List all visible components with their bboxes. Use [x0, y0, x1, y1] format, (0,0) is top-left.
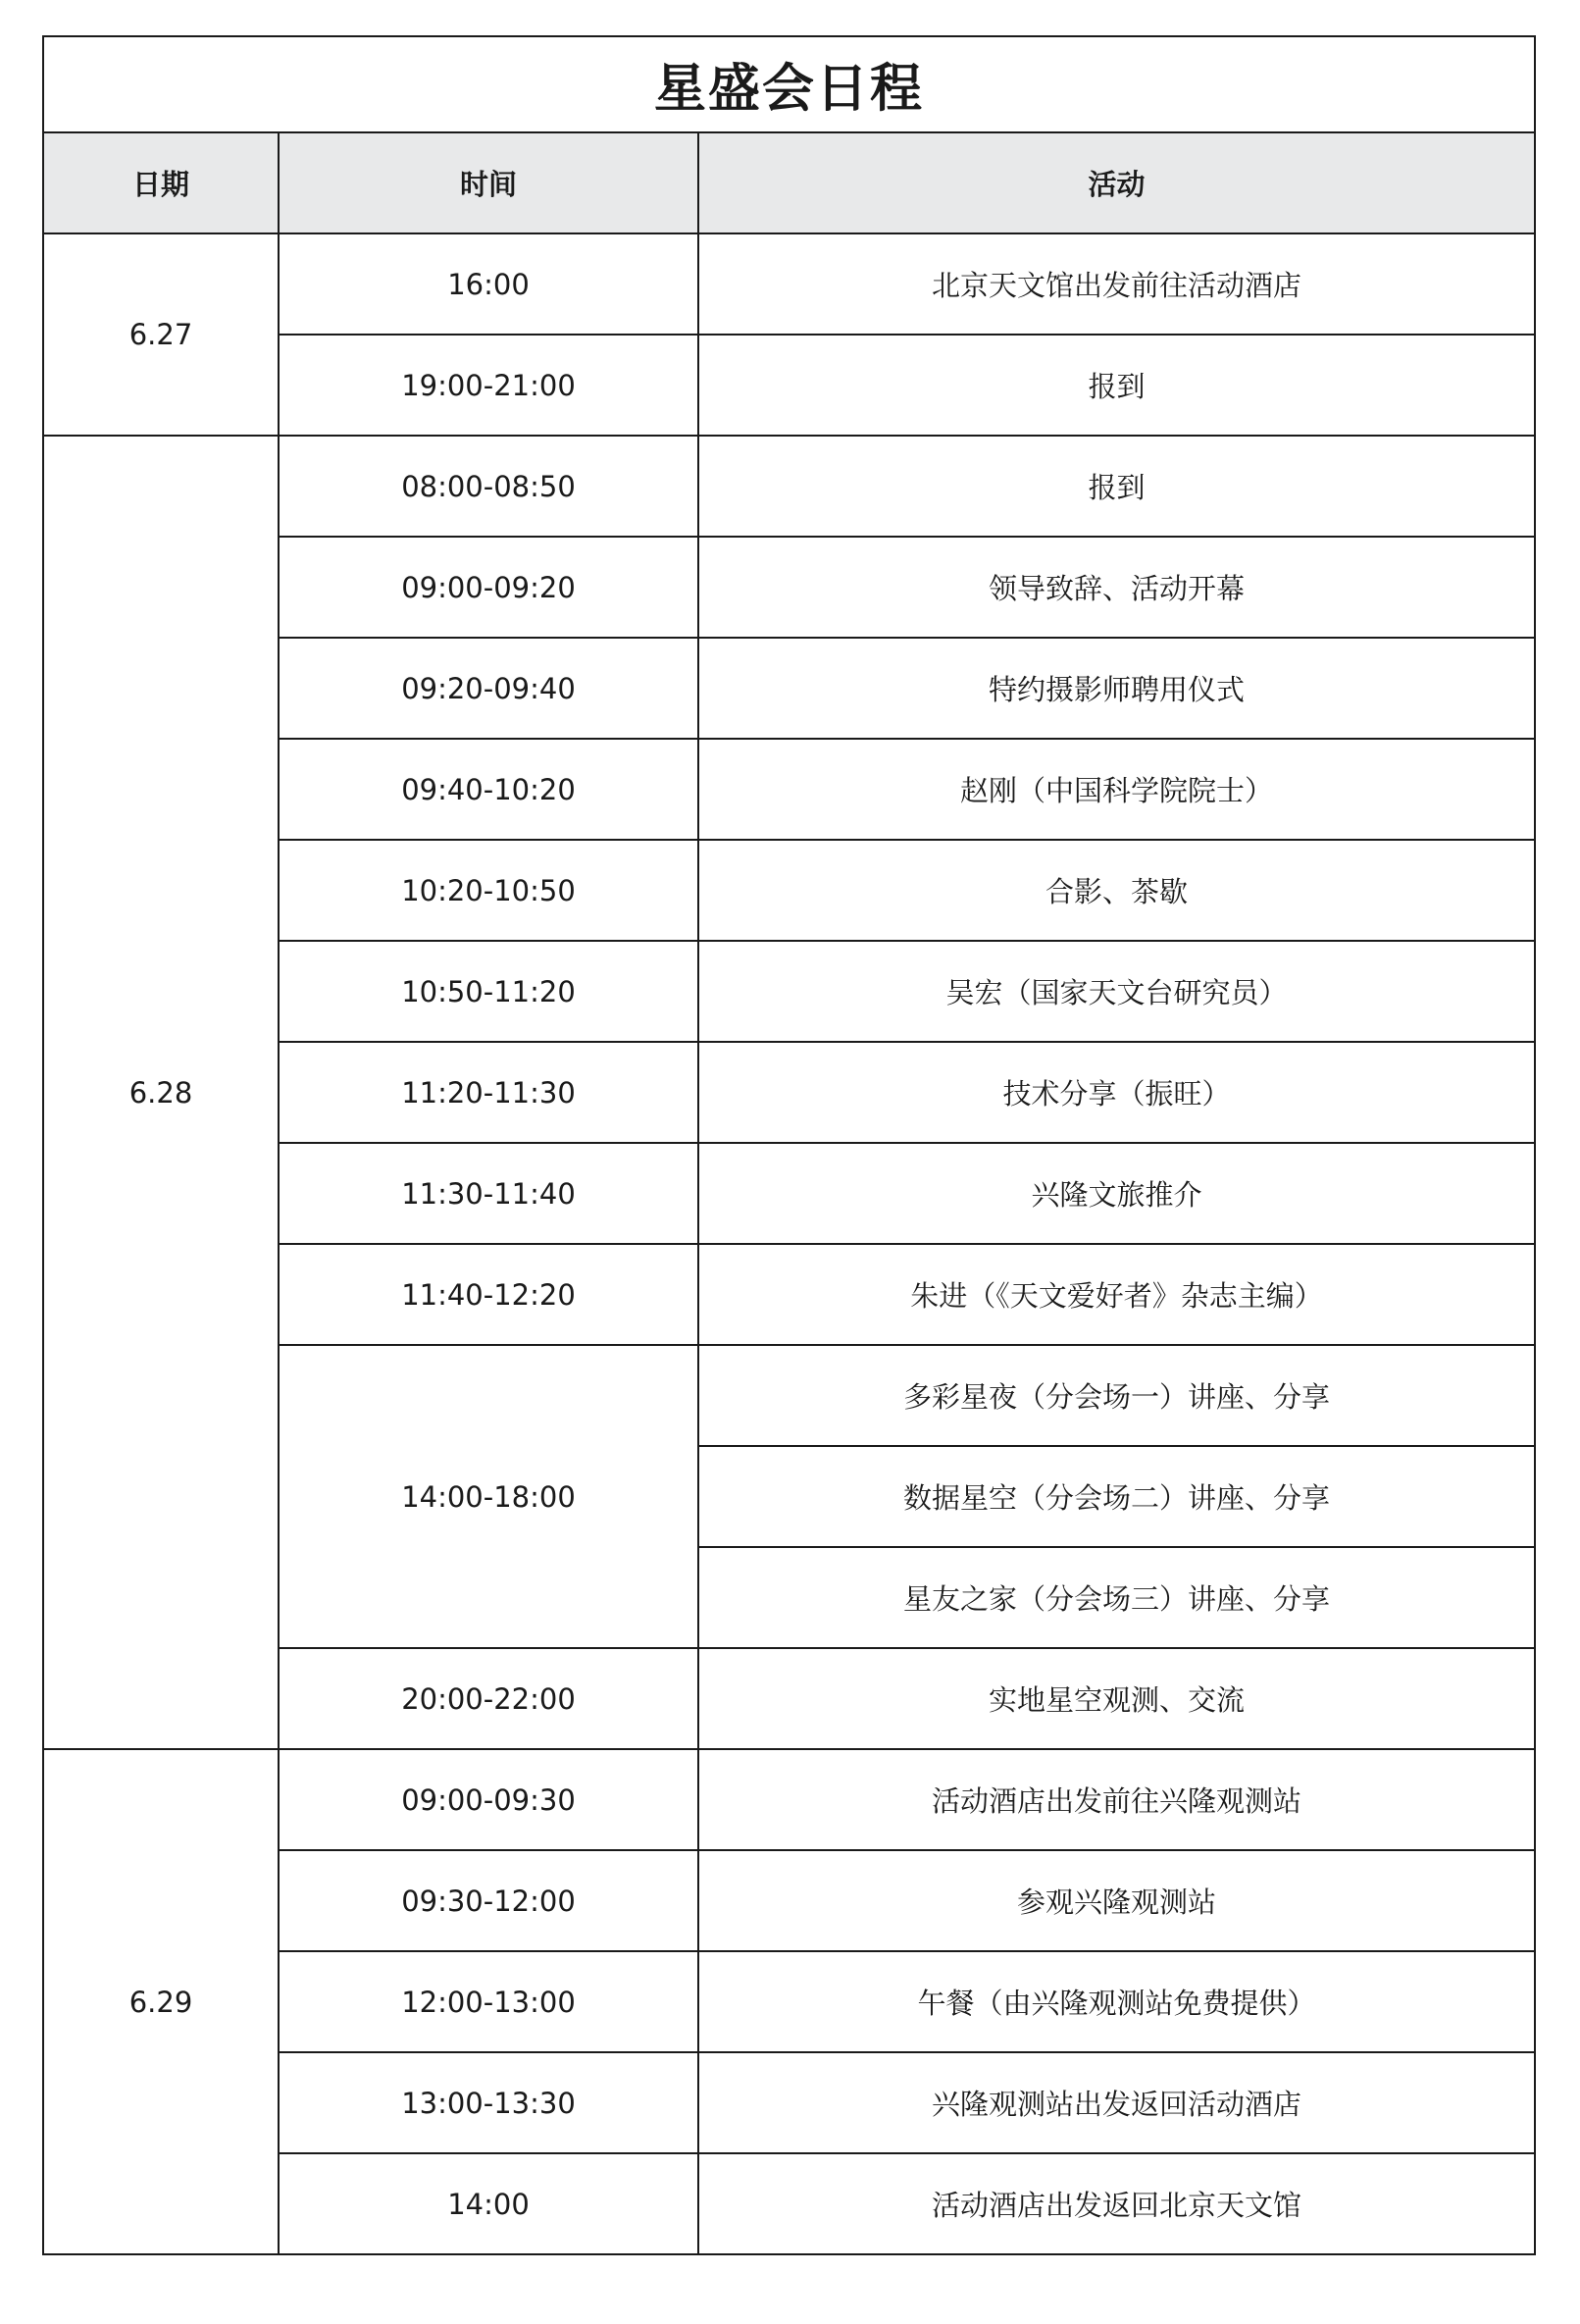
time-cell: 14:00-18:00: [279, 1345, 698, 1648]
activity-cell: 报到: [698, 436, 1535, 537]
title-row: [43, 36, 1535, 132]
table-row: [43, 436, 1535, 537]
time-cell: 09:30-12:00: [279, 1850, 698, 1951]
date-cell: 6.29: [43, 1749, 279, 2254]
date-column-header: 日期: [43, 132, 279, 233]
activity-cell: 领导致辞、活动开幕: [698, 537, 1535, 638]
activity-cell: 参观兴隆观测站: [698, 1850, 1535, 1951]
time-cell: 20:00-22:00: [279, 1648, 698, 1749]
time-cell: 09:00-09:30: [279, 1749, 698, 1850]
activity-cell: 技术分享（振旺）: [698, 1042, 1535, 1143]
table-row: [43, 1749, 1535, 1850]
time-cell: 08:00-08:50: [279, 436, 698, 537]
time-cell: 10:20-10:50: [279, 840, 698, 941]
date-cell: 6.27: [43, 233, 279, 436]
schedule-body: [43, 233, 1535, 2254]
activity-cell: 午餐（由兴隆观测站免费提供）: [698, 1951, 1535, 2052]
activity-cell: 实地星空观测、交流: [698, 1648, 1535, 1749]
activity-cell: 兴隆文旅推介: [698, 1143, 1535, 1244]
activity-cell: 多彩星夜（分会场一）讲座、分享: [698, 1345, 1535, 1446]
time-cell: 13:00-13:30: [279, 2052, 698, 2153]
header-row: [43, 132, 1535, 233]
time-cell: 14:00: [279, 2153, 698, 2254]
activity-cell: 特约摄影师聘用仪式: [698, 638, 1535, 739]
table-row: [43, 233, 1535, 335]
activity-cell: 活动酒店出发返回北京天文馆: [698, 2153, 1535, 2254]
activity-cell: 朱进（《天文爱好者》杂志主编）: [698, 1244, 1535, 1345]
activity-cell: 赵刚（中国科学院院士）: [698, 739, 1535, 840]
time-cell: 09:40-10:20: [279, 739, 698, 840]
activity-cell: 星友之家（分会场三）讲座、分享: [698, 1547, 1535, 1648]
time-column-header: 时间: [279, 132, 698, 233]
activity-cell: 吴宏（国家天文台研究员）: [698, 941, 1535, 1042]
time-cell: 11:30-11:40: [279, 1143, 698, 1244]
time-cell: 10:50-11:20: [279, 941, 698, 1042]
activity-cell: 活动酒店出发前往兴隆观测站: [698, 1749, 1535, 1850]
time-cell: 11:40-12:20: [279, 1244, 698, 1345]
activity-cell: 数据星空（分会场二）讲座、分享: [698, 1446, 1535, 1547]
schedule-title: 星盛会日程: [43, 36, 1535, 132]
activity-cell: 合影、茶歇: [698, 840, 1535, 941]
time-cell: 09:00-09:20: [279, 537, 698, 638]
time-cell: 16:00: [279, 233, 698, 335]
time-cell: 19:00-21:00: [279, 335, 698, 436]
schedule-table: [42, 35, 1536, 2255]
activity-cell: 兴隆观测站出发返回活动酒店: [698, 2052, 1535, 2153]
activity-column-header: 活动: [698, 132, 1535, 233]
time-cell: 11:20-11:30: [279, 1042, 698, 1143]
activity-cell: 报到: [698, 335, 1535, 436]
date-cell: 6.28: [43, 436, 279, 1749]
time-cell: 12:00-13:00: [279, 1951, 698, 2052]
activity-cell: 北京天文馆出发前往活动酒店: [698, 233, 1535, 335]
time-cell: 09:20-09:40: [279, 638, 698, 739]
